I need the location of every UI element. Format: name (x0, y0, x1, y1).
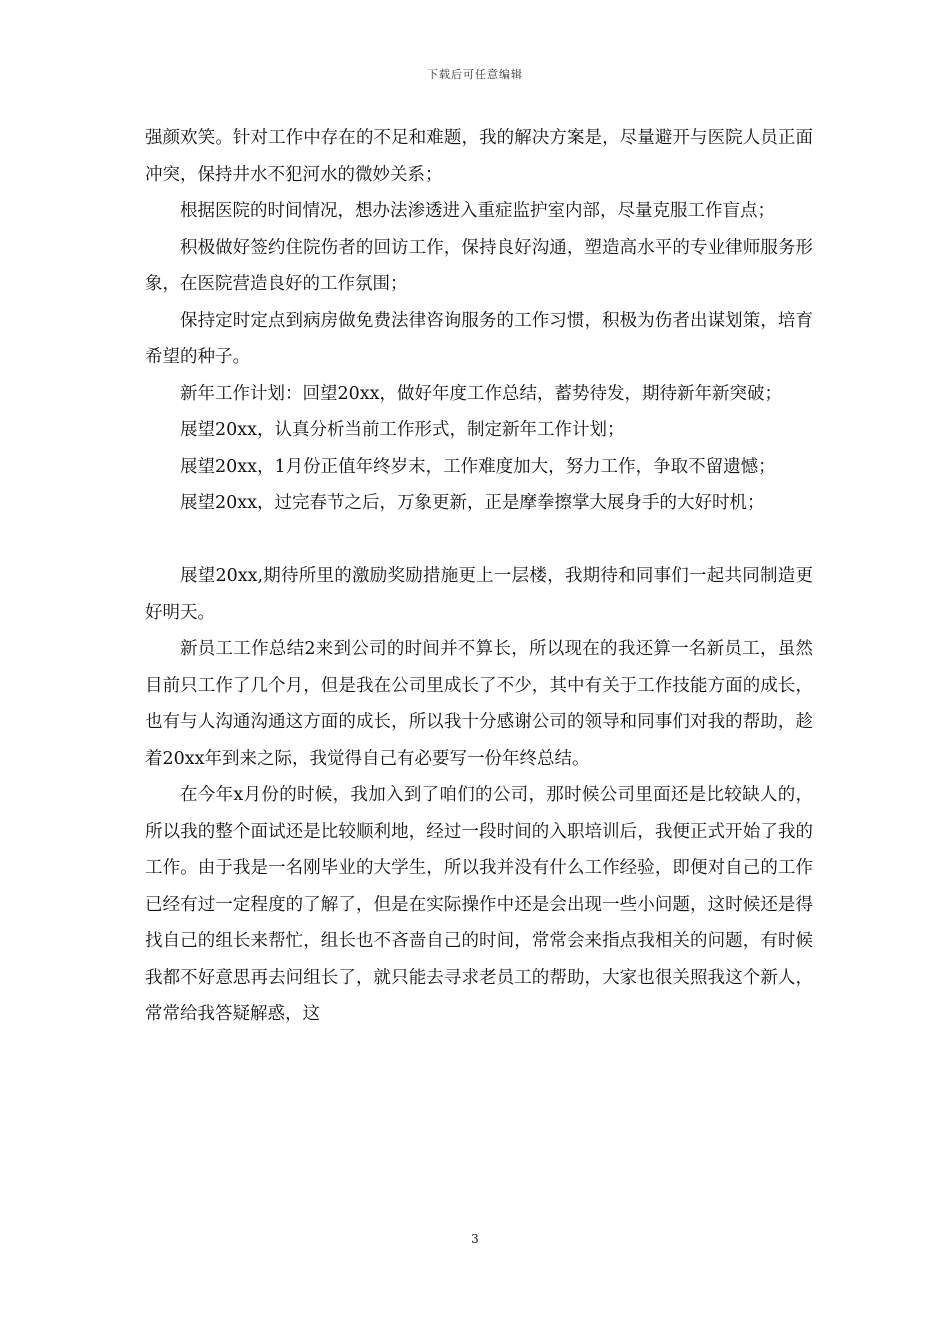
paragraph: 新员工工作总结2来到公司的时间并不算长，所以现在的我还算一名新员工，虽然目前只工作了几个月，但是我在公司里成长了不少，其中有关于工作技能方面的成长，也有与人沟通沟通这方面的成长，所以我十分感谢公司的领导和同事们对我的帮助，趁着20xx年到来之际，我觉得自己有必要写一份年终总结。 (145, 639, 813, 769)
page-header: 下载后可任意编辑 (427, 68, 523, 81)
blank-line (145, 522, 813, 559)
document-body (145, 120, 813, 1033)
paragraph: 展望20xx，认真分析当前工作形式，制定新年工作计划； (180, 420, 625, 440)
paragraph: 展望20xx,期待所里的激励奖励措施更上一层楼，我期待和同事们一起共同制造更好明天。 (145, 566, 813, 623)
paragraph: 积极做好签约住院伤者的回访工作，保持良好沟通，塑造高水平的专业律师服务形象，在医院营造良好的工作氛围； (145, 237, 813, 294)
paragraph: 展望20xx，1月份正值年终岁末，工作难度加大，努力工作，争取不留遗憾； (180, 456, 776, 477)
paragraph: 根据医院的时间情况，想办法渗透进入重症监护室内部，尽量克服工作盲点； (180, 201, 775, 221)
paragraph: 新年工作计划：回望20xx，做好年度工作总结，蓄势待发，期待新年新突破； (180, 383, 783, 404)
paragraph: 在今年x月份的时候，我加入到了咱们的公司，那时候公司里面还是比较缺人的，所以我的整个面试还是比较顺利地，经过一段时间的入职培训后，我便正式开始了我的工作。由于我是一名刚毕业的大学生，所以我并没有什么工作经验，即便对自己的工作已经有过一定程度的了解了，但是在实际操作中还是会出现一些小问题，这时候还是得找自己的组长来帮忙，组长也不吝啬自己的时间，常常会来指点我相关的问题，有时候我都不好意思再去问组长了，就只能去寻求老员工的帮助，大家也很关照我这个新人，常常给我答疑解惑，这 (145, 785, 813, 1024)
paragraph: 保持定时定点到病房做免费法律咨询服务的工作习惯，积极为伤者出谋划策，培育希望的种子。 (145, 310, 813, 367)
page-number: 3 (471, 1232, 479, 1246)
paragraph: 强颜欢笑。针对工作中存在的不足和难题，我的解决方案是，尽量避开与医院人员正面冲突，保持井水不犯河水的微妙关系； (145, 128, 813, 185)
paragraph: 展望20xx，过完春节之后，万象更新，正是摩拳擦掌大展身手的大好时机； (180, 493, 765, 513)
